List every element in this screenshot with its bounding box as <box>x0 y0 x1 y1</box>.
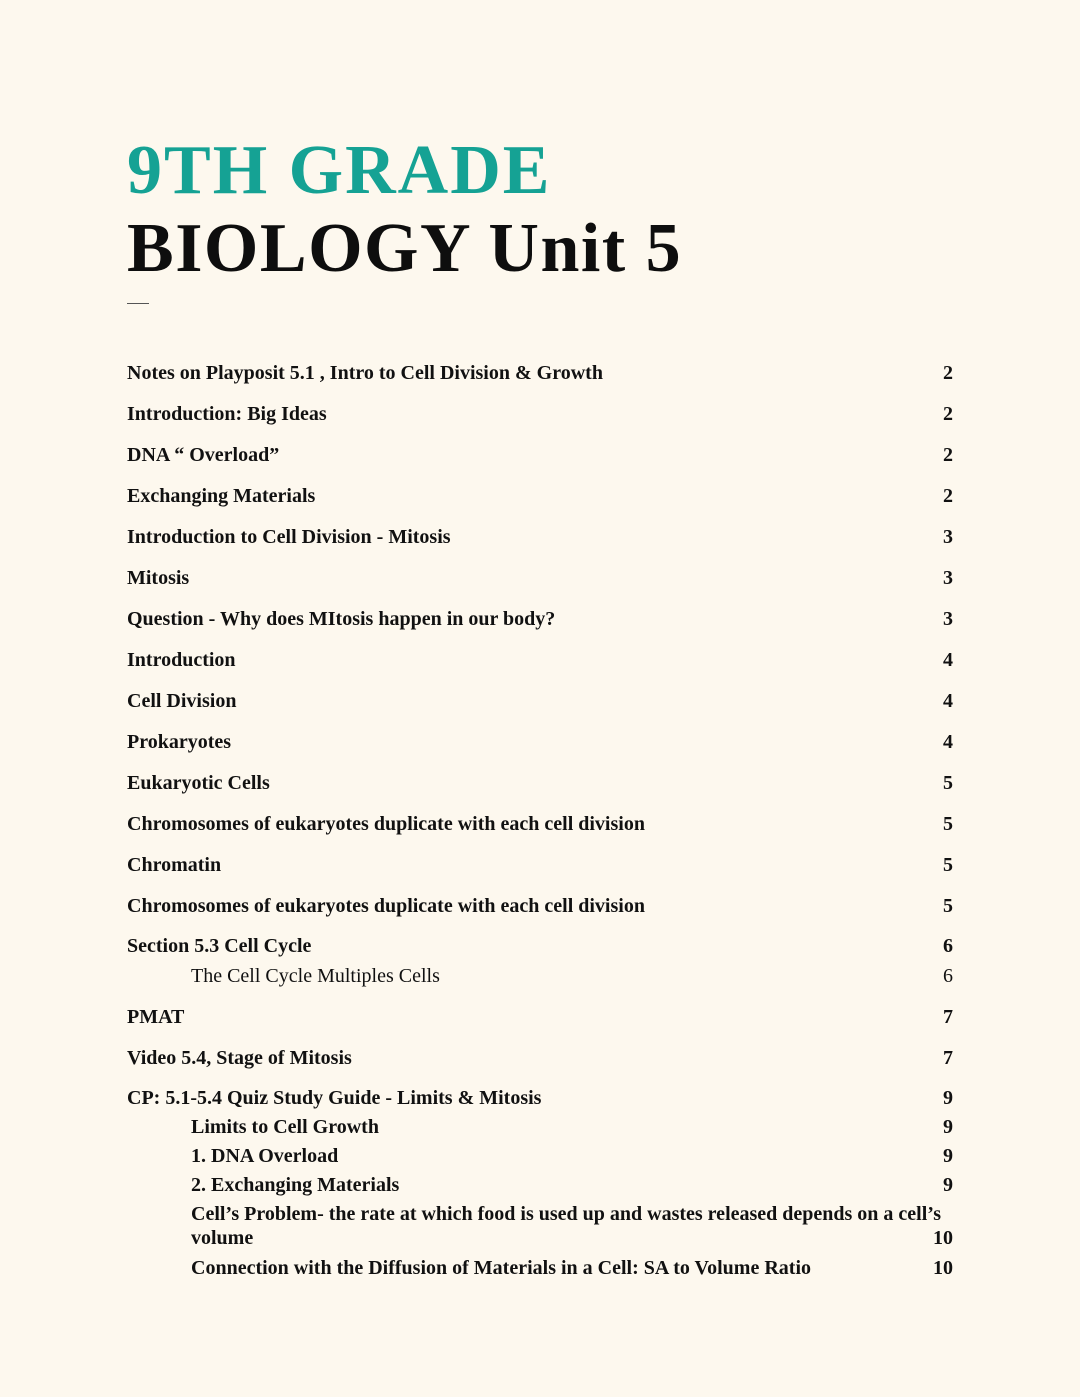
toc-entry-page: 5 <box>943 895 953 917</box>
toc-entry-label: CP: 5.1-5.4 Quiz Study Guide - Limits & Mitosis <box>127 1087 542 1109</box>
toc-entry-page: 5 <box>943 813 953 835</box>
toc-entry-page: 3 <box>943 567 953 589</box>
toc-subentry[interactable] <box>127 1142 953 1171</box>
toc-entry-page: 9 <box>943 1145 953 1167</box>
toc-entry-label: Introduction: Big Ideas <box>127 403 327 425</box>
toc-entry-page: 10 <box>933 1257 953 1279</box>
toc-entry[interactable] <box>127 768 953 809</box>
toc-entry-page: 2 <box>943 444 953 466</box>
toc-entry-page: 7 <box>943 1047 953 1069</box>
toc-entry-page: 2 <box>943 485 953 507</box>
toc-entry-page: 6 <box>943 965 953 987</box>
toc-entry[interactable] <box>127 645 953 686</box>
toc-entry[interactable] <box>127 563 953 604</box>
toc-entry[interactable] <box>127 481 953 522</box>
toc-entry[interactable] <box>127 809 953 850</box>
toc-entry-label: Chromatin <box>127 854 222 876</box>
toc-entry-page: 9 <box>943 1116 953 1138</box>
toc-entry[interactable] <box>127 1002 953 1043</box>
toc-entry-page: 9 <box>943 1087 953 1109</box>
title-block <box>127 132 682 288</box>
toc-subentry[interactable] <box>127 1171 953 1200</box>
toc-subentry[interactable] <box>127 1254 953 1283</box>
title-divider <box>127 303 149 304</box>
toc-entry[interactable] <box>127 358 953 399</box>
toc-entry[interactable] <box>127 727 953 768</box>
title-subject: BIOLOGY Unit 5 <box>127 210 683 287</box>
toc-entry-label: 1. DNA Overload <box>191 1145 339 1167</box>
toc-entry-label: Prokaryotes <box>127 731 232 753</box>
toc-entry-page: 10 <box>933 1227 953 1249</box>
toc-entry-page: 3 <box>943 526 953 548</box>
toc-entry-label: Question - Why does MItosis happen in our body? <box>127 608 556 630</box>
toc-entry-page: 2 <box>943 362 953 384</box>
toc-entry[interactable] <box>127 1043 953 1084</box>
toc-entry-label: Cell Division <box>127 690 237 712</box>
toc-entry-label: Connection with the Diffusion of Materials in a Cell: SA to Volume Ratio <box>191 1257 811 1279</box>
toc-entry[interactable] <box>127 891 953 932</box>
toc-entry-page: 2 <box>943 403 953 425</box>
toc-entry-page: 4 <box>943 731 953 753</box>
toc-entry-page: 4 <box>943 690 953 712</box>
toc-subentry[interactable] <box>127 1200 953 1254</box>
toc-entry-page: 7 <box>943 1006 953 1028</box>
toc-entry-label: Video 5.4, Stage of Mitosis <box>127 1047 352 1069</box>
toc-entry-label: Introduction to Cell Division - Mitosis <box>127 526 451 548</box>
toc-entry-page: 6 <box>943 935 953 957</box>
toc-entry[interactable] <box>127 522 953 563</box>
toc-entry[interactable] <box>127 604 953 645</box>
toc-entry-label: Introduction <box>127 649 236 671</box>
toc-entry-label: PMAT <box>127 1006 185 1028</box>
toc-entry-label: Exchanging Materials <box>127 485 316 507</box>
toc-subentry[interactable] <box>127 961 953 1002</box>
toc-entry-label: Chromosomes of eukaryotes duplicate with each cell division <box>127 813 645 835</box>
toc-entry[interactable] <box>127 686 953 727</box>
toc-entry[interactable] <box>127 399 953 440</box>
toc-entry-label: Cell’s Problem- the rate at which food is used up and wastes released depends on a cell’s volume <box>191 1203 941 1249</box>
toc-entry-label: Notes on Playposit 5.1 , Intro to Cell Division & Growth <box>127 362 603 384</box>
toc-entry-page: 5 <box>943 854 953 876</box>
toc-entry-label: DNA “ Overload” <box>127 444 280 466</box>
toc-entry-label: Eukaryotic Cells <box>127 772 270 794</box>
toc-subentry[interactable] <box>127 1113 953 1142</box>
toc-entry-label: The Cell Cycle Multiples Cells <box>191 965 440 987</box>
toc-entry[interactable] <box>127 850 953 891</box>
toc-entry-label: Limits to Cell Growth <box>191 1116 379 1138</box>
toc-entry[interactable] <box>127 1084 953 1113</box>
toc-entry-page: 9 <box>943 1174 953 1196</box>
toc-entry[interactable] <box>127 932 953 961</box>
toc-entry-label: Chromosomes of eukaryotes duplicate with each cell division <box>127 895 645 917</box>
toc-entry-label: Mitosis <box>127 567 190 589</box>
toc-entry-page: 5 <box>943 772 953 794</box>
table-of-contents <box>127 358 953 1283</box>
title-grade: 9TH GRADE <box>127 132 552 209</box>
toc-entry-label: 2. Exchanging Materials <box>191 1174 400 1196</box>
toc-entry-page: 3 <box>943 608 953 630</box>
toc-entry-label: Section 5.3 Cell Cycle <box>127 935 312 957</box>
toc-entry-page: 4 <box>943 649 953 671</box>
toc-entry[interactable] <box>127 440 953 481</box>
